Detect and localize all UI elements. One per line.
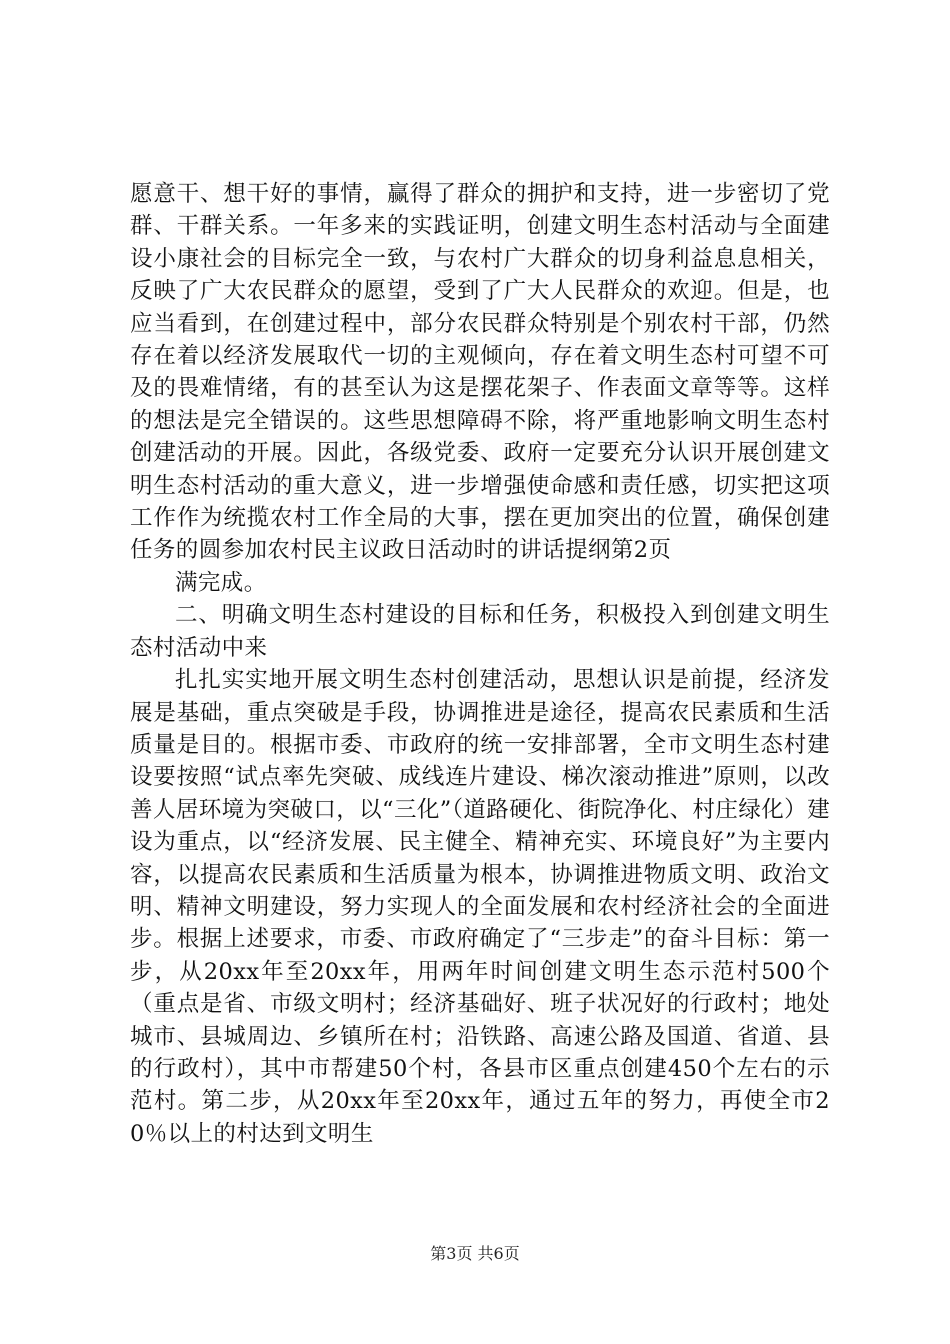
section-heading: 二、明确文明生态村建设的目标和任务，积极投入到创建文明生态村活动中来 bbox=[130, 602, 830, 661]
page-footer: 第3页 共6页 bbox=[430, 1244, 520, 1263]
paragraph-2: 满完成。 bbox=[175, 569, 267, 596]
paragraph-3: 扎扎实实地开展文明生态村创建活动，思想认识是前提，经济发展是基础，重点突破是手段，协调推进是途径，提高农民素质和生活质量是目的。根据市委、市政府的统一安排部署，全市文明生态村建设要按照“试点率先突破、成线连片建设、梯次滚动推进”原则，以改善人居环境为突破口，以“三化”（道路硬化、街院净化、村庄绿化）建设为重点，以“经济发展、民主健全、精神充实、环境良好”为主要内容，以提高农民素质和生活质量为根本，协调推进物质文明、政治文明、精神文明建设，努力实现人的全面发展和农村经济社会的全面进步。根据上述要求，市委、市政府确定了“三步走”的奋斗目标：第一步，从20xx年至20xx年，用两年时间创建文明生态示范村500个（重点是省、市级文明村；经济基础好、班子状况好的行政村；地处城市、县城周边、乡镇所在村；沿铁路、高速公路及国道、省道、县的行政村），其中市帮建50个村，各县市区重点创建450个左右的示范村。第二步，从20xx年至20xx年，通过五年的努力，再使全市20％以上的村达到文明生 bbox=[130, 667, 830, 1147]
paragraph-1: 愿意干、想干好的事情，赢得了群众的拥护和支持，进一步密切了党群、干群关系。一年多来的实践证明，创建文明生态村活动与全面建设小康社会的目标完全一致，与农村广大群众的切身利益息息相关，反映了广大农民群众的愿望，受到了广大人民群众的欢迎。但是，也应当看到，在创建过程中，部分农民群众特别是个别农村干部，仍然存在着以经济发展取代一切的主观倾向，存在着文明生态村可望不可及的畏难情绪，有的甚至认为这是摆花架子、作表面文章等等。这样的想法是完全错误的。这些思想障碍不除，将严重地影响文明生态村创建活动的开展。因此，各级党委、政府一定要充分认识开展创建文明生态村活动的重大意义，进一步增强使命感和责任感，切实把这项工作作为统揽农村工作全局的大事，摆在更加突出的位置，确保创建任务的圆参加农村民主议政日活动时的讲话提纲第2页 bbox=[130, 181, 830, 564]
document-body bbox=[130, 178, 830, 1150]
